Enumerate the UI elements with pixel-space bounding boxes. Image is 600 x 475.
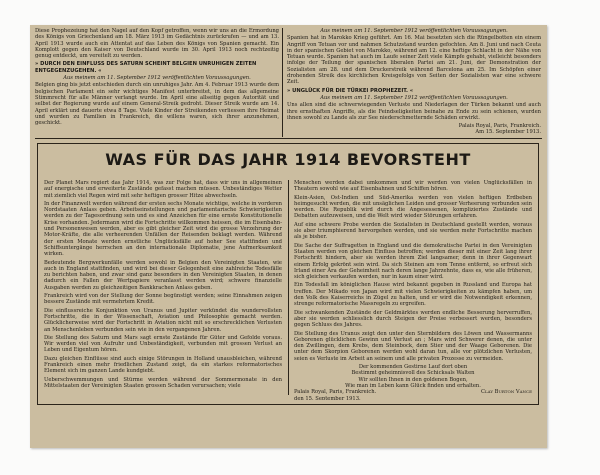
main-article-frame <box>37 143 539 405</box>
main-right-column <box>294 180 532 400</box>
document-sheet <box>30 25 547 448</box>
main-right-paragraph: Menschen werden dabei umkommen und wir werden von vielen Unglücksfällen in Theatern sowohl wie auf Eisenbahnen und Schiffen hören. <box>294 180 532 193</box>
main-signature-name: Clay Burton Vance <box>481 389 532 396</box>
verse-line: Der kommenden Gestirne Lauf dort oben <box>358 364 468 371</box>
spain-dateline: Aus meinem am 11. September 1912 veröffentlichten Voraussagungen. <box>320 28 508 34</box>
main-right-paragraph: Die Stellung des Uranus zeigt den unter den Sternbildern des Löwen und Wassermanns Geborenen glücklichen Gewinn und Verlust an ; Mars wird Schwerer denen, die unter den Zwillingen, dem Krebs, dem Steinbock, dem Stier und der Waage Geborenen. Die unter dem Skorpion Geborenen werden wohl daran tun, alle vor plötzlichen Verlusten, seien es Verluste im Arbeit an seinem und alle privaten Prozesse zu vermeiden. <box>294 330 532 362</box>
top-right-column <box>287 28 541 137</box>
main-left-paragraph: Die einflussreiche Konjunktion von Uranus und Jupiter verkündet die wundervollsten Fortschritte, die in der Wissenschaft, Aviation und Philosophie gemacht werden. Glücklicherweise wird der Fortschritt in Aviation nicht mit so erschrecklichen Verlusten an Menschenleben verbunden sein wie in den vergangenen Jahren. <box>44 307 282 333</box>
verse-line: Bestimmt geheimnisvoll des Schicksals Walten <box>351 370 475 377</box>
main-left-paragraph: Der Planet Mars regiert das Jahr 1914, was zur Folge hat, dass wir uns in allgemeinen auf energische und erweiterte Zustände gefasst machen müssen. Unbeständiges Wetter mit ziemlich viel Regen wird mit sehr heftigen grosser Hitze abwechseln. <box>44 180 282 199</box>
main-left-paragraph: Die Stellung des Saturn und Mars sagt ernste Zustände für Güter und Gefolde voraus. Wir werden viel von Aufruhr und Unbeständigkeit, verbunden mit grossen Verlust an Leben und Eigentum hören. <box>44 334 282 354</box>
turkey-dateline: Aus meinem am 11. September 1912 veröffentlichten Voraussagungen. <box>320 94 508 101</box>
belgium-body: Belgien ging bis jetzt entschieden durch ein unruhiges Jahr. Am 4. Februar 1913 wurde dem belgischen Parlament ein sehr wichtiges Manifest unterbreitet, in dem das allgemeine Stimmrecht für alle Männer verlangt wurde. Im April eine allseitig gegen Autorität und selbst der Regierung wurde auf einem General-Streik gedroht. Dieser Streik wurde am 14. April erklärt und dauerte etwa 8 Tage. Viele Kinder der Streikenden verliessen ihre Heimat und wurden zu Familien in Frankreich, die willens waren, sich ihrer anzunehmen, geschickt. <box>35 82 279 127</box>
section-divider <box>35 138 542 139</box>
spain-body: Spanien hat in Marokko Krieg geführt. Am 16. Mai besetzten sich die Rüngelbotten ein einem Angriff von Tetuan vor und nahmen Schutzstand wurden gefochten. Am 8. Juni und nach Ceuta in der spanischen Gebiet von Marokko, während am 12. eine heftige Schlacht in der Nähe von Tetuan wurde. Spanien hat auch im Laufe seiner Zeit viele Kämpfe gehabt, vielleicht besonders infolge der Teilung der spanischen liberalen Partei am 21. Juni, der Demonstration der Sozialisten am 28. und dem Druckerstreik während Barcelona am 25. Im Schöpfen einer drohenden Streik des kirchlichen Kreisgefolgs von Seiten der Sozialisten war eine schwere Zeit. <box>287 35 541 86</box>
main-signature-place: Palais Royal, Paris, Frankreich. <box>294 389 377 396</box>
main-right-paragraph: Klein-Asien, Ost-Indien und Süd-Amerika werden von vielen heftigen Erdbeben heimgesucht werden, die mit unsäglichen Leiden und grosser Verheerung verbunden sein werden. Die Republik wird durch die Angesessenen, kompliziertes Zustände und Debatten aufzuweisen, und die Welt wird wieder Störungen erfahren. <box>294 194 532 220</box>
main-title: WAS FÜR DAS JAHR 1914 BEVORSTEHT <box>105 150 471 169</box>
turkey-body: Uns allen sind die schwerwiegenden Verluste und Niederlagen der Türken bekannt und auch ihre ernsthaften Angriffe, als die Feindseligkeiten beinahe zu Ende zu sein schienen, wurden ihnen sowohl zu Lande als zur See niederschmetternde Schäden erwirkt. <box>287 102 541 121</box>
main-right-paragraph: Auf eine schwere Probe werden die Sozialisten in Deutschland gestellt werden, woraus sie aber triumphierend hervorgehen werden, und sie werden mehr Fortschritte machen als je bisher. <box>294 221 532 241</box>
top-right-signature-date: Am 15. September 1913. <box>475 129 541 136</box>
top-left-column <box>35 28 279 137</box>
main-signature-date: den 15. September 1913. <box>294 395 361 400</box>
main-signature-date-row <box>294 396 532 401</box>
verse-line: Wir sollten Ihnen in den goldenen Bogen, <box>358 376 468 383</box>
belgium-dateline: Aus meinem am 11. September 1912 veröffentlichten Voraussagungen. <box>63 75 251 82</box>
main-left-paragraph: Bedeutende Bergwerkunfälle werden sowohl in Belgien den Vereinigten Staaten, wie auch in England stattfinden, und wird bei dieser Gelegenheit eine zahlreiche Todesfälle zu berichten haben, und zwar sind ganz besonders in den Vereinigten Staaten, in denen dadurch ein Fallen der Wertpapiere veranlasst werden wird; schwere finanzielle Ausgaben werden zu gleichzeitigen Bankkrachen Anlass geben. <box>44 259 282 291</box>
top-right-signature-place: Palais Royal, Paris, Frankreich. <box>458 123 541 130</box>
top-column-divider <box>282 28 283 137</box>
belgium-heading: » DURCH DEN EINFLUSS DES SATURN SCHEINT BELGIEN UNRUHIGEN ZEITEN ENTGEGENZUGEHEN. « <box>35 61 257 74</box>
turkey-heading: » UNGLÜCK FÜR DIE TÜRKEI PROPHEZEIT. « <box>287 87 414 94</box>
main-left-column <box>44 180 282 400</box>
main-right-paragraph: Ein Todesfall im königlichen Hause wird bekannt gegeben in Russland und Europa hat treffen. Der Mikado von Japan wird mit vielen Schwierigkeiten zu kämpfen haben, um den Volk des Kaiserreichs in Zügel zu halten, und er wird die Notwendigkeit erkennen, strenge reformatorische Massregeln zu ergreifen. <box>294 282 532 308</box>
verse-line: Wie man im Leben kann Glück finden und erhalten. <box>345 382 481 389</box>
main-column-divider <box>288 180 289 395</box>
main-left-paragraph: In der Finanzwelt werden während der ersten sechs Monate wichtige, welche in vorderen Nordstaaten Anlass geben. Arbeitseinstellungen und parlamentarische Schwierigkeiten werden zu der Tagesordnung sein und es sind Anzeichen für eine ernste Konstitutionelle Krise vorhanden. Jedermann wird die Fortschritte willkommen heissen, die im Eisenbahn- und Personenwesen werden, aber es gibt gleicher Zeit wird die grosse Verzehrung der Motor-Kräfte, die alle verheerenden Unfällen der Reisenden beklagt werden. Während der ersten Monate werden ernstliche Unglücksfälle auf hoher See stattfinden und Schiffsuntergänge herrschen an den internationale Diplomatie, jene Aufmerksamkeit wirken. <box>44 200 282 258</box>
main-right-paragraph: Die Sache der Suffragetten in England und die demokratische Partei in den Vereinigten Staaten werden von gleichen Einfluss betroffen; werden dieser mit einer Zeit lang ihrer Fortschritt hindern, aber sie werden ihrem Ziel langsamer, denn in ihrer Gegenwart einem Erfolg gekrönt sein wird. Da sich Steinen am vom Tenne entfernt, so erfreut sich Irland einer Ära der Geheimheit nach deren lange Jahrzehnte, dass es, wie alle früheren, sich gleichen verkaufen werden, nur in kaum einer wird. <box>294 242 532 281</box>
main-left-paragraph: Frankreich wird von der Stellung der Sonne begünstigt werden; seine Einnahmen zeigen bessere Zustände mit vermehrtem Kredit. <box>44 293 282 306</box>
main-left-paragraph: Ueberschwemmungen und Stürme werden während der Sommermonate in den Mittelstaaten der Vereinigten Staaten grossen Schaden verursachen; viele <box>44 376 282 389</box>
main-left-paragraph: Dazu gleichen Einflüsse sind auch einige Störungen in Holland unausbleichen, während Frankreich einen mehr friedlichen Zustand zeigt, da ein starkes reformatorisches Element sich im ganzen Lande kundgiebt. <box>44 355 282 375</box>
top-left-intro: Diese Prophezeiung hat den Nagel auf den Kopf getroffen, wenn wir uns an die Ermordung des Königs von Griechenland am 18. März 1913 im Gedächtnis zurückrufen — und am 13. April 1913 wurde auch ein Attentat auf das Leben des Königs von Spanien gemacht. Ein Komplott gegen den Kaiser von Deutschland wurde im 30. April 1913 noch rechtzeitig genug entdeckt, um vereitelt zu werden. <box>35 28 279 60</box>
main-right-paragraph: Die schwankenden Zustände der Geldmärktes werden endliche Besserung herverruffen, aber sie werden schliesslich durch Steigen der Preise verbessert werden, besonders gegen Schluss des Jahres. <box>294 309 532 329</box>
